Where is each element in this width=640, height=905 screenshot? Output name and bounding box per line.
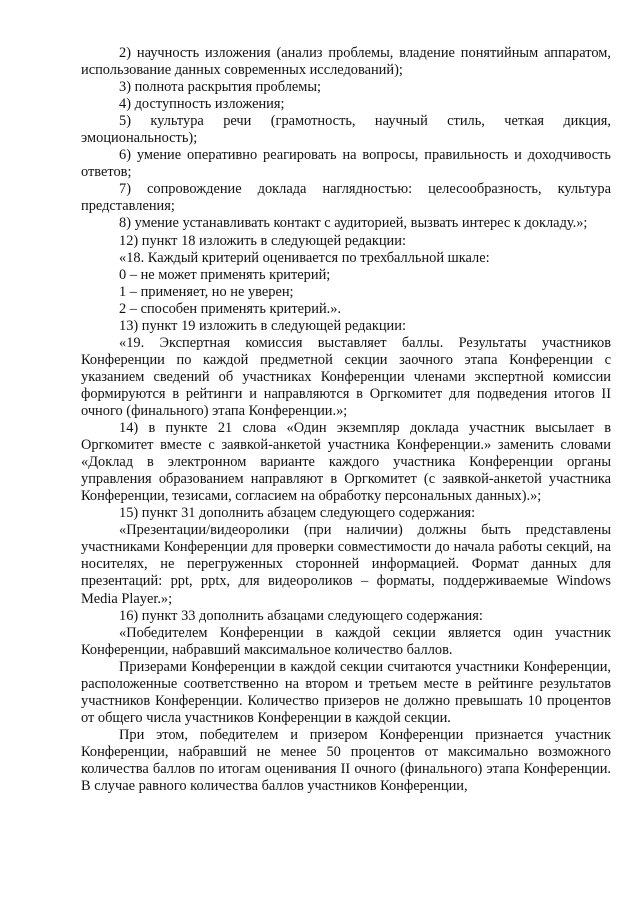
paragraph-item-8: 8) умение устанавливать контакт с аудиторией, вызвать интерес к докладу.»; — [119, 215, 588, 232]
paragraph-score-2: 2 – способен применять критерий.». — [119, 300, 342, 317]
paragraph-threshold: При этом, победителем и призером Конференции признается участник Конференции, набравший не менее 50 процентов от максимально возможного количества баллов по итогам оценивания II очного (финального) этапа Конференции. В случае равного количества баллов участников Конференции, — [81, 726, 611, 795]
paragraph-winner: «Победителем Конференции в каждой секции является один участник Конференции, набравший максимальное количество баллов. — [81, 624, 611, 658]
paragraph-item-4: 4) доступность изложения; — [119, 96, 285, 113]
paragraph-amendment-15: 15) пункт 31 дополнить абзацем следующего содержания: — [119, 505, 476, 522]
paragraph-clause-19: «19. Экспертная комиссия выставляет баллы. Результаты участников Конференции по каждой предметной секции заочного этапа Конференции с указанием сведений об участниках Конференции членами экспертной комиссии формируются в рейтинги и направляются в Оргкомитет для подведения итогов II очного (финального) этапа Конференции.»; — [81, 334, 611, 419]
paragraph-score-1: 1 – применяет, но не уверен; — [119, 283, 294, 300]
paragraph-amendment-12: 12) пункт 18 изложить в следующей редакции: — [119, 232, 406, 249]
paragraph-presentations: «Презентации/видеоролики (при наличии) должны быть представлены участниками Конференции для проверки совместимости до начала работы секций, на носителях, не перегруженных сторонней информацией. Формат данных для презентаций: ppt, pptx, для видеороликов – форматы, поддерживаемые Windows Media Player.»; — [81, 522, 611, 607]
paragraph-prize-winners: Призерами Конференции в каждой секции считаются участники Конференции, расположенные соответственно на втором и третьем месте в рейтинге результатов участников Конференции. Количество призеров не должно превышать 10 процентов от общего числа участников Конференции в каждой секции. — [81, 658, 611, 726]
paragraph-item-6: 6) умение оперативно реагировать на вопросы, правильность и доходчивость ответов; — [81, 147, 611, 181]
paragraph-amendment-14: 14) в пункте 21 слова «Один экземпляр доклада участник высылает в Оргкомитет вместе с заявкой-анкетой участника Конференции.» заменить словами «Доклад в электронном варианте каждого участника Конференции органы управления образованием направляют в Оргкомитет (с заявкой-анкетой участника Конференции, тезисами, согласием на обработку персональных данных).»; — [81, 420, 611, 505]
paragraph-item-7: 7) сопровождение доклада наглядностью: целесообразность, культура представления; — [81, 181, 611, 215]
document-body — [81, 45, 611, 795]
paragraph-item-3: 3) полнота раскрытия проблемы; — [119, 79, 322, 96]
paragraph-amendment-16: 16) пункт 33 дополнить абзацами следующего содержания: — [119, 607, 483, 624]
paragraph-clause-18: «18. Каждый критерий оценивается по трехбалльной шкале: — [119, 249, 490, 266]
paragraph-amendment-13: 13) пункт 19 изложить в следующей редакции: — [119, 317, 406, 334]
paragraph-item-2: 2) научность изложения (анализ проблемы, владение понятийным аппаратом, использование данных современных исследований); — [81, 45, 611, 79]
paragraph-item-5: 5) культура речи (грамотность, научный стиль, четкая дикция, эмоциональность); — [81, 113, 611, 147]
paragraph-score-0: 0 – не может применять критерий; — [119, 266, 331, 283]
